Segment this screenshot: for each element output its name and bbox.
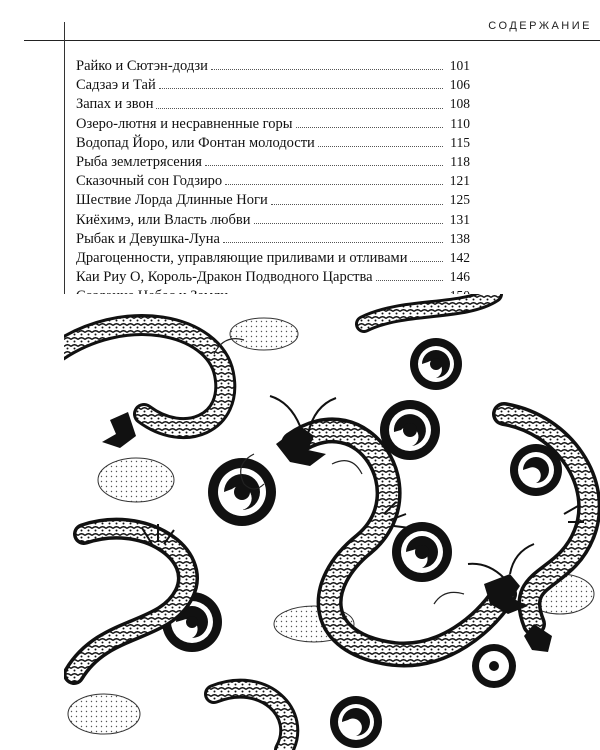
toc-entry[interactable] bbox=[76, 210, 470, 229]
toc-entry-title: Сказочный сон Годзиро bbox=[76, 173, 223, 190]
toc-entry-title: Драгоценности, управляющие приливами и отливами bbox=[76, 249, 408, 266]
toc-entry-title: Рыба землетрясения bbox=[76, 153, 202, 170]
toc-entry-title: Шествие Лорда Длинные Ноги bbox=[76, 192, 268, 209]
header-rule bbox=[24, 40, 600, 41]
toc-page-number: 146 bbox=[449, 269, 470, 285]
toc-page-number: 110 bbox=[450, 115, 470, 131]
toc-leader-dots bbox=[410, 260, 443, 262]
toc-entry[interactable] bbox=[76, 248, 470, 267]
toc-entry[interactable] bbox=[76, 171, 470, 190]
toc-entry-title: Каи Риу О, Король-Дракон Подводного Царства bbox=[76, 269, 373, 286]
toc-leader-dots bbox=[225, 183, 443, 185]
toc-leader-dots bbox=[254, 222, 444, 224]
toc-entry-title: Садзаэ и Тай bbox=[76, 77, 156, 94]
toc-page-number: 142 bbox=[449, 249, 470, 265]
toc-entry[interactable] bbox=[76, 267, 470, 286]
toc-entry[interactable] bbox=[76, 190, 470, 209]
toc-entry[interactable] bbox=[76, 152, 470, 171]
toc-entry-title: Озеро-лютня и несравненные горы bbox=[76, 115, 293, 132]
toc-entry[interactable] bbox=[76, 114, 470, 133]
toc-leader-dots bbox=[376, 279, 443, 281]
table-of-contents bbox=[76, 56, 470, 325]
toc-entry-title: Киёхимэ, или Власть любви bbox=[76, 211, 251, 228]
toc-leader-dots bbox=[271, 203, 443, 205]
dragon-ink-illustration-icon bbox=[64, 294, 600, 750]
toc-page-number: 106 bbox=[449, 77, 470, 93]
toc-page-number: 108 bbox=[449, 96, 470, 112]
toc-page-number: 101 bbox=[449, 58, 470, 73]
toc-leader-dots bbox=[205, 164, 443, 166]
toc-entry[interactable] bbox=[76, 94, 470, 113]
toc-leader-dots bbox=[296, 126, 444, 128]
toc-entry[interactable] bbox=[76, 56, 470, 75]
toc-leader-dots bbox=[211, 68, 443, 70]
toc-entry-title: Рыбак и Девушка-Луна bbox=[76, 230, 220, 247]
illustration-corner bbox=[64, 294, 76, 320]
toc-entry-title: Запах и звон bbox=[76, 96, 154, 113]
toc-entry-title: Водопад Йоро, или Фонтан молодости bbox=[76, 134, 315, 151]
toc-page-number: 125 bbox=[449, 192, 470, 208]
toc-leader-dots bbox=[223, 241, 443, 243]
toc-leader-dots bbox=[318, 145, 443, 147]
toc-entry[interactable] bbox=[76, 75, 470, 94]
toc-page-number: 138 bbox=[449, 230, 470, 246]
toc-page-number: 118 bbox=[450, 153, 470, 169]
toc-page-number: 121 bbox=[449, 173, 470, 189]
toc-entry[interactable] bbox=[76, 133, 470, 152]
running-head: СОДЕРЖАНИЕ bbox=[488, 20, 592, 32]
toc-page-number: 115 bbox=[450, 134, 470, 150]
toc-leader-dots bbox=[159, 87, 443, 89]
toc-entry[interactable] bbox=[76, 229, 470, 248]
toc-leader-dots bbox=[156, 107, 443, 109]
toc-entry-title: Райко и Сютэн-додзи bbox=[76, 58, 208, 74]
toc-page-number: 131 bbox=[449, 211, 470, 227]
